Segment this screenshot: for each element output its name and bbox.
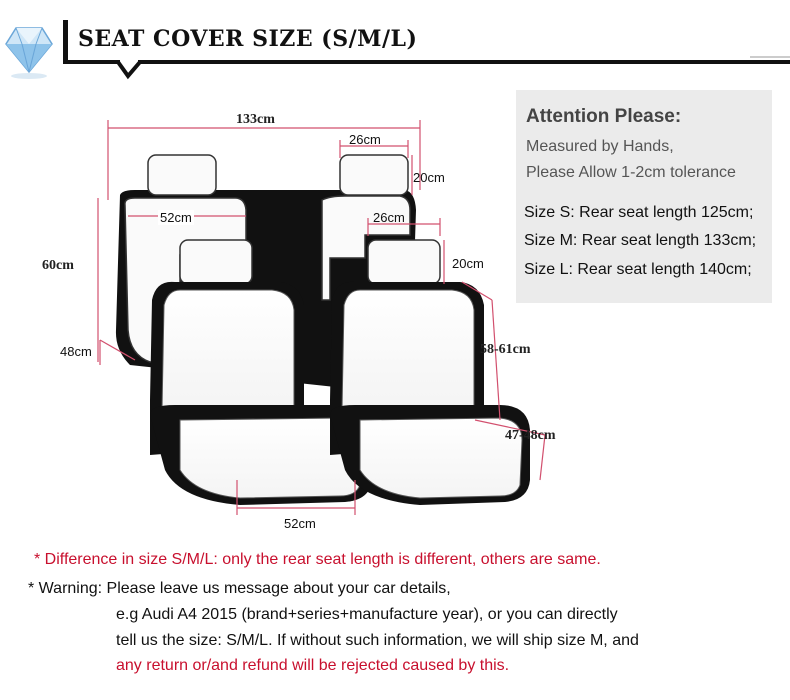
rear-headrest-left bbox=[148, 155, 216, 195]
rear-headrest-right bbox=[340, 155, 408, 195]
dim-rear-seat-width: 52cm bbox=[160, 210, 192, 225]
dim-front-cushion-width: 52cm bbox=[284, 516, 316, 531]
warning-line-4: any return or/and refund will be rejected caused by this. bbox=[116, 657, 510, 674]
size-s-line: Size S: Rear seat length 125cm; bbox=[524, 204, 754, 221]
dim-front-headrest-width: 26cm bbox=[373, 210, 405, 225]
dim-front-cushion-depth: 47-48cm bbox=[505, 428, 556, 443]
page-title: SEAT COVER SIZE (S/M/L) bbox=[78, 26, 418, 52]
dim-front-headrest-height: 20cm bbox=[452, 256, 484, 271]
attention-line: Please Allow 1-2cm tolerance bbox=[526, 164, 736, 181]
dim-rear-width: 133cm bbox=[236, 112, 275, 127]
warning-line-1: * Warning: Please leave us message about your car details, bbox=[28, 580, 451, 597]
dim-rear-headrest-width: 26cm bbox=[349, 132, 381, 147]
size-l-line: Size L: Rear seat length 140cm; bbox=[524, 261, 752, 278]
warning-line-3: tell us the size: S/M/L. If without such information, we will ship size M, and bbox=[116, 632, 639, 649]
dim-rear-cushion-depth: 48cm bbox=[60, 344, 92, 359]
dim-rear-headrest-height: 20cm bbox=[413, 170, 445, 185]
attention-line: Measured by Hands, bbox=[526, 138, 674, 155]
attention-title: Attention Please: bbox=[526, 106, 682, 127]
dim-front-back-height: 58-61cm bbox=[480, 342, 531, 357]
size-m-line: Size M: Rear seat length 133cm; bbox=[524, 232, 757, 249]
attention-panel bbox=[516, 90, 772, 303]
difference-note: * Difference in size S/M/L: only the rear seat length is different, others are same. bbox=[34, 551, 601, 568]
dim-rear-back-height: 60cm bbox=[42, 258, 74, 273]
warning-line-2: e.g Audi A4 2015 (brand+series+manufacture year), or you can directly bbox=[116, 606, 618, 623]
